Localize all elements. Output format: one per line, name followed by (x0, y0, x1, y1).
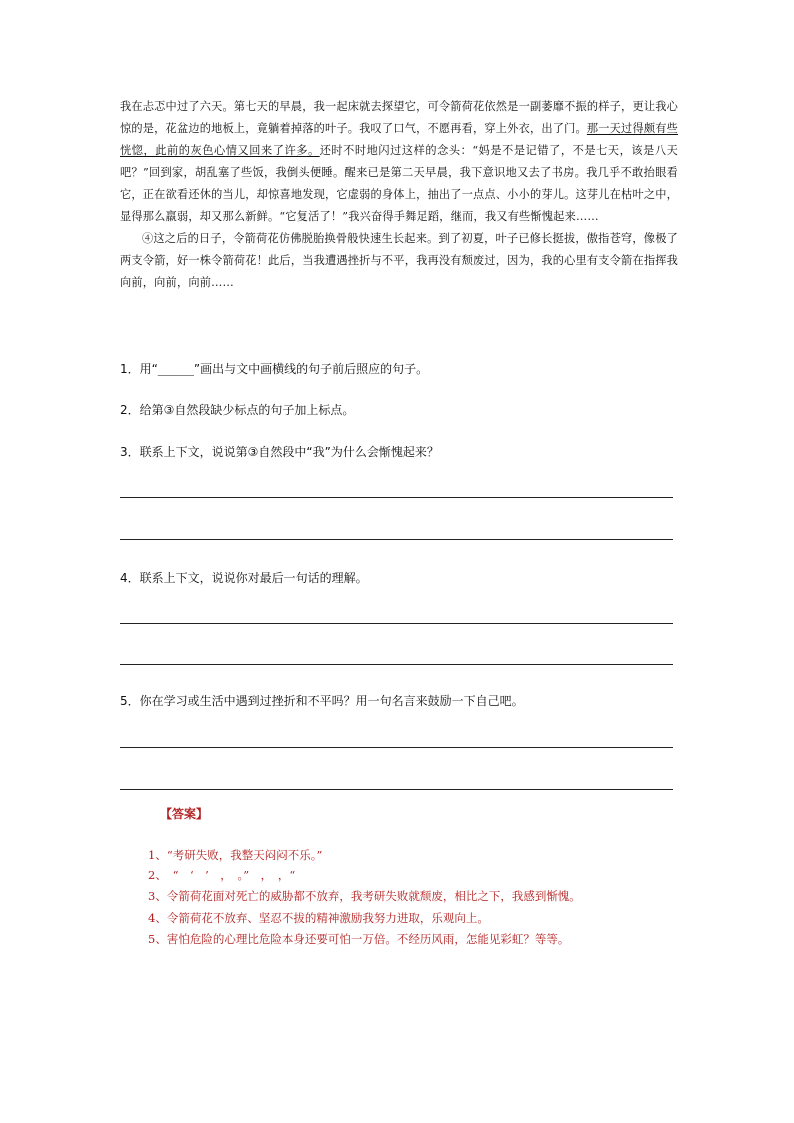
answer-2: 2、 “ ‘ ’ ， 。” ， ，“ (148, 868, 296, 882)
question-1-number: 1． (120, 362, 140, 376)
paragraph-3 (120, 96, 678, 228)
question-5 (120, 692, 524, 710)
question-4 (120, 569, 368, 587)
question-2-number: 2． (120, 403, 140, 417)
paragraph-3-sentence-1: 我在忐忑中过了六天。第七天的早晨，我一起床就去探望它，可令箭荷花依然是一副萎靡不振的样子，更让我心惊的是，花盆边的地板上，竟躺着掉落的叶子。我叹了口气，不愿再看，穿上外衣，出了门。 (120, 100, 678, 135)
answer-line-q5-2[interactable] (120, 789, 673, 790)
answer-5: 5、害怕危险的心理比危险本身还要可怕一万倍。不经历风雨，怎能见彩虹？等等。 (148, 932, 570, 946)
question-3-number: 3． (120, 445, 140, 459)
question-3 (120, 443, 439, 461)
answer-3: 3、令箭荷花面对死亡的威胁都不放弃，我考研失败就颓废，相比之下，我感到惭愧。 (148, 889, 581, 903)
question-1-pre: 用“ (139, 362, 158, 376)
answer-line-q4-2[interactable] (120, 664, 673, 665)
answers-title: 【答案】 (160, 807, 209, 821)
question-4-text: 联系上下文，说说你对最后一句话的理解。 (139, 571, 368, 585)
answer-4: 4、令箭荷花不放弃、坚忍不拔的精神激励我努力进取，乐观向上。 (148, 911, 489, 925)
question-5-text: 你在学习或生活中遇到过挫折和不平吗？用一句名言来鼓励一下自己吧。 (139, 694, 524, 708)
answer-line-q3-2[interactable] (120, 539, 673, 540)
question-4-number: 4． (120, 571, 140, 585)
underlined-sentence: 那一天过得颇有些恍惚，此前的灰色心情又回来了许多。 (120, 122, 678, 157)
answer-line-q4-1[interactable] (120, 623, 673, 624)
question-1-blank: ______ (157, 362, 194, 376)
paragraph-3-sentence-3: 还时不时地闪过这样的念头：“妈是不是记错了，不是七天，该是八天吧？”回到家，胡乱塞了些饭，我倒头便睡。醒来已是第二天早晨，我下意识地又去了书房。我几乎不敢抬眼看它，正在欲看还休的当儿，却惊喜地发现，它虚弱的身体上，抽出了一点点、小小的芽儿。这芽儿在枯叶之中，显得那么羸弱，却又那么新鲜。“它复活了！”我兴奋得手舞足蹈，继而，我又有些惭愧起来…… (120, 144, 678, 223)
answer-line-q3-1[interactable] (120, 497, 673, 498)
reading-passage (120, 96, 678, 294)
question-1-post: ”画出与文中画横线的句子前后照应的句子。 (193, 362, 429, 376)
question-2 (120, 401, 354, 419)
paragraph-4: ④这之后的日子，令箭荷花仿佛脱胎换骨般快速生长起来。到了初夏，叶子已修长挺拔，傲指苍穹，像极了两支令箭，好一株令箭荷花！此后，当我遭遇挫折与不平，我再没有颓废过，因为，我的心里有支令箭在指挥我向前，向前，向前…… (120, 232, 678, 289)
question-5-number: 5． (120, 694, 140, 708)
answer-1: 1、“考研失败，我整天闷闷不乐。” (148, 848, 323, 862)
question-3-text: 联系上下文，说说第③自然段中“我”为什么会惭愧起来？ (139, 445, 439, 459)
answer-line-q5-1[interactable] (120, 747, 673, 748)
question-2-text: 给第③自然段缺少标点的句子加上标点。 (139, 403, 355, 417)
question-1 (120, 360, 428, 378)
